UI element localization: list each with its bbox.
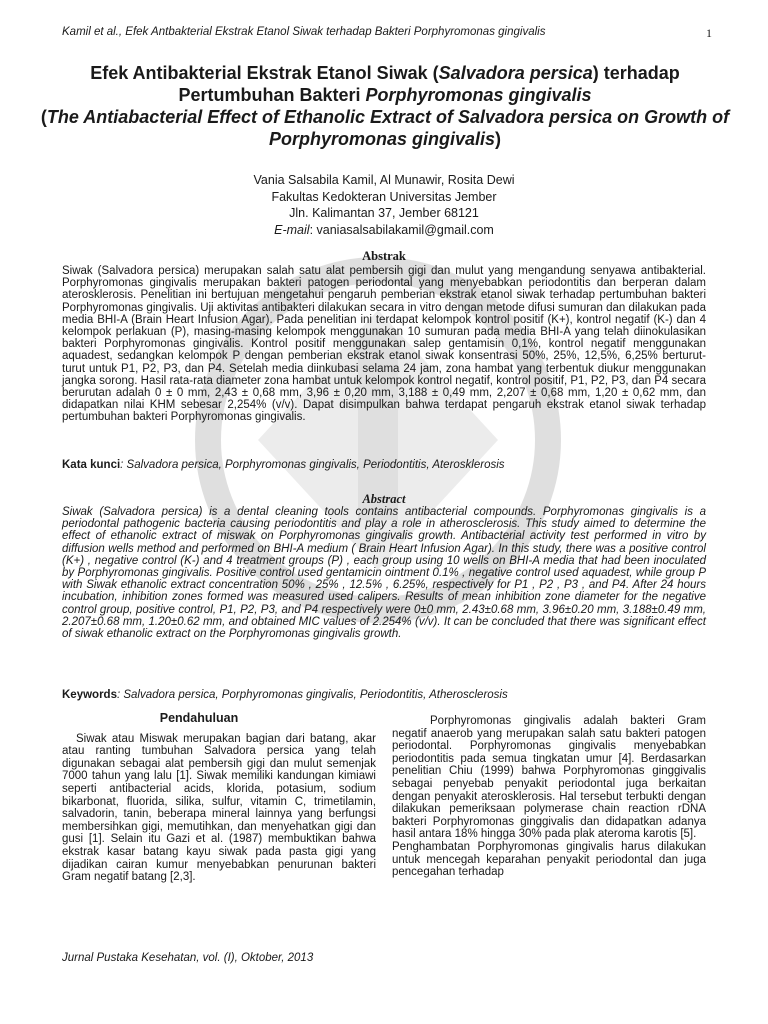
paper-title: Efek Antibakterial Ekstrak Etanol Siwak (Salvadora persica) terhadap Pertumbuhan Bakteri Porphyromonas gingivalis (The Antiabacterial Effect of Ethanolic Extract of Salvadora persica on Growth of Porphyromonas gingivalis) (40, 63, 730, 149)
abstract-text: Siwak (Salvadora persica) is a dental cleaning tools contains antibacterial compounds. Porphyromonas gingivalis is a periodontal pathogenic bacteria causing periodontitis and play a role in atherosclerosis. This study aimed to determine the effect of ethanolic extract of miswak on Porphyromonas gingivalis growth. Antibacterial activity test performed in vitro by diffusion wells method and performed on BHI-A medium ( Brain Heart Infusion Agar). In this study, there was a positive control (K+) , negative control (K-) and 4 treatment groups (P) , each group using 10 wells on BHI-A media that had been inoculated by Porphyromonas gingivalis. Positive control used gentamicin ointment 0.1% , negative control used aquadest, while group P with Siwak ethanolic extract concentration 50% , 25% , 12.5% , 6.25%, respectively for P1 , P2 , P3 , and P4. After 24 hours incubation, inhibition zones formed was measured used calipers. Results of mean inhibition zone diameter for the negative control group, positive control, P1, P2, P3, and P4 respectively were 0±0 mm, 2.43±0.68 mm, 3.96±0.20 mm, 3.188±0.49 mm, 2.207±0.68 mm, 1.20±0.62 mm, and obtained MIC values of 2.254% (v/v). It can be concluded that there was significant effect of siwak ethanolic extract on the Porphyromonas gingivalis growth. (62, 506, 706, 641)
title-id-part1: Efek Antibakterial Ekstrak Etanol Siwak ( (90, 63, 439, 83)
kata-kunci-line (62, 459, 706, 471)
author-email-line (150, 222, 618, 239)
kata-kunci-text: : Salvadora persica, Porphyromonas gingivalis, Periodontitis, Aterosklerosis (120, 459, 505, 471)
title-en: The Antiabacterial Effect of Ethanolic Extract of Salvadora persica on Growth of Porphyromonas gingivalis (46, 107, 730, 149)
right-column-paragraph-1: Porphyromonas gingivalis adalah bakteri Gram negatif anaerob yang merupakan salah satu bakteri patogen periodontal. Porphyromonas gingivalis menyebabkan periodontitis pada semua tingkatan umur [4]. Berdasarkan penelitian Chiu (1999) bahwa Porphyromonas ginggivalis sebagai penyebab penyakit periodontal juga berkaitan dengan penyakit aterosklerosis. Hal tersebut terbukti dengan dilakukan pemeriksaan polymerase chain reaction rDNA bakteri Porphyromonas ginggivalis dan didapatkan adanya hasil antara 18% hingga 30% pada plak ateroma karotis [5]. (392, 715, 706, 841)
abstrak-text: Siwak (Salvadora persica) merupakan salah satu alat pembersih gigi dan mulut yang mengandung senyawa antibakterial. Porphyromonas gingivalis merupakan bakteri patogen periodontal yang menyebabkan periodontitis dan berperan dalam aterosklerosis. Penelitian ini bertujuan mengetahui pengaruh pemberian ekstrak etanol siwak terhadap pertumbuhan bakteri Porphyromonas gingivalis. Uji aktivitas antibakteri dilakukan secara in vitro dengan metode difusi sumuran dan dilakukan pada media BHI-A (Brain Heart Infusion Agar). Pada penelitian ini terdapat kelompok kontrol positif (K+), kontrol negatif (K-) dan 4 kelompok perlakuan (P), masing-masing kelompok menggunakan 10 sumuran pada media BHI-A yang telah diinokulasikan bakteri Porphyromonas gingivalis. Kontrol positif menggunakan salep gentamisin 0,1%, kontrol negatif menggunakan aquadest, sedangkan kelompok P dengan pemberian ekstrak etanol siwak konsentrasi 50%, 25%, 12,5%, 6,25% berturut- turut untuk P1, P2, P3, dan P4. Setelah media diinkubasi selama 24 jam, zona hambat yang terbentuk diukur menggunakan jangka sorong. Hasil rata-rata diameter zona hambat untuk kelompok kontrol negatif, kontrol positif, P1, P2, P3, dan P4 secara berurutan adalah 0 ± 0 mm, 2,43 ± 0,68 mm, 3,96 ± 0,20 mm, 3,188 ± 0,49 mm, 2,207 ± 0,68 mm, 1,20 ± 0,62 mm, dan didapatkan nilai KHM sebesar 2,254% (v/v). Dapat disimpulkan bahwa terdapat pengaruh ekstrak etanol siwak terhadap pertumbuhan bakteri Porphyromonas gingivalis. (62, 265, 706, 424)
author-email: : vaniasalsabilakamil@gmail.com (309, 222, 494, 237)
keywords-line (62, 689, 706, 701)
keywords-label: Keywords (62, 689, 117, 701)
page-number: 1 (706, 26, 712, 40)
left-column (62, 712, 376, 884)
title-id-part2: ) terhadap Pertumbuhan Bakteri (178, 63, 680, 105)
kata-kunci-label: Kata kunci (62, 459, 121, 471)
abstract-heading: Abstract (362, 492, 406, 506)
email-label: E-mail (274, 222, 310, 237)
running-head (62, 26, 712, 38)
author-names: Vania Salsabila Kamil, Al Munawir, Rosita Dewi (253, 173, 515, 187)
title-id-species: Salvadora persica (438, 63, 593, 83)
author-block (150, 172, 618, 238)
title-id-bacteria: Porphyromonas gingivalis (365, 85, 592, 105)
author-affiliation: Fakultas Kedokteran Universitas Jember (271, 189, 497, 204)
running-head-text: Kamil et al., Efek Antbakterial Ekstrak Etanol Siwak terhadap Bakteri Porphyromonas gingivalis (62, 26, 546, 38)
author-address: Jln. Kalimantan 37, Jember 68121 (289, 206, 479, 220)
right-column (392, 715, 706, 879)
keywords-text: : Salvadora persica, Porphyromonas gingivalis, Periodontitis, Atherosclerosis (116, 689, 508, 701)
abstrak-heading: Abstrak (362, 249, 406, 263)
right-column-paragraph-2: Penghambatan Porphyromonas gingivalis harus dilakukan untuk mencegah keparahan penyakit periodontal dan juga pencegahan terhadap (392, 840, 706, 879)
left-column-paragraph: Siwak atau Miswak merupakan bagian dari batang, akar atau ranting tumbuhan Salvadora persica yang telah digunakan sebagai alat pembersih gigi dan mulut semenjak 7000 tahun yang lalu [1]. Siwak memiliki kandungan kimiawi seperti antibacterial acids, klorida, potasium, sodium bikarbonat, fluorida, silika, sulfur, vitamin C, trimetilamin, salvadorin, tanin, beberapa mineral lainnya yang berfungsi membersihkan gigi, memutihkan, dan menyehatkan gigi dan gusi [1]. Selain itu Gazi et al. (1987) membuktikan bahwa ekstrak kasar batang kayu siwak pada pasta gigi yang dijadikan cairan kumur menyebabkan penurunan bakteri Gram negatif batang [2,3]. (62, 732, 376, 884)
journal-footer: Jurnal Pustaka Kesehatan, vol. (I), Oktober, 2013 (62, 952, 314, 964)
pendahuluan-heading: Pendahuluan (159, 711, 239, 725)
